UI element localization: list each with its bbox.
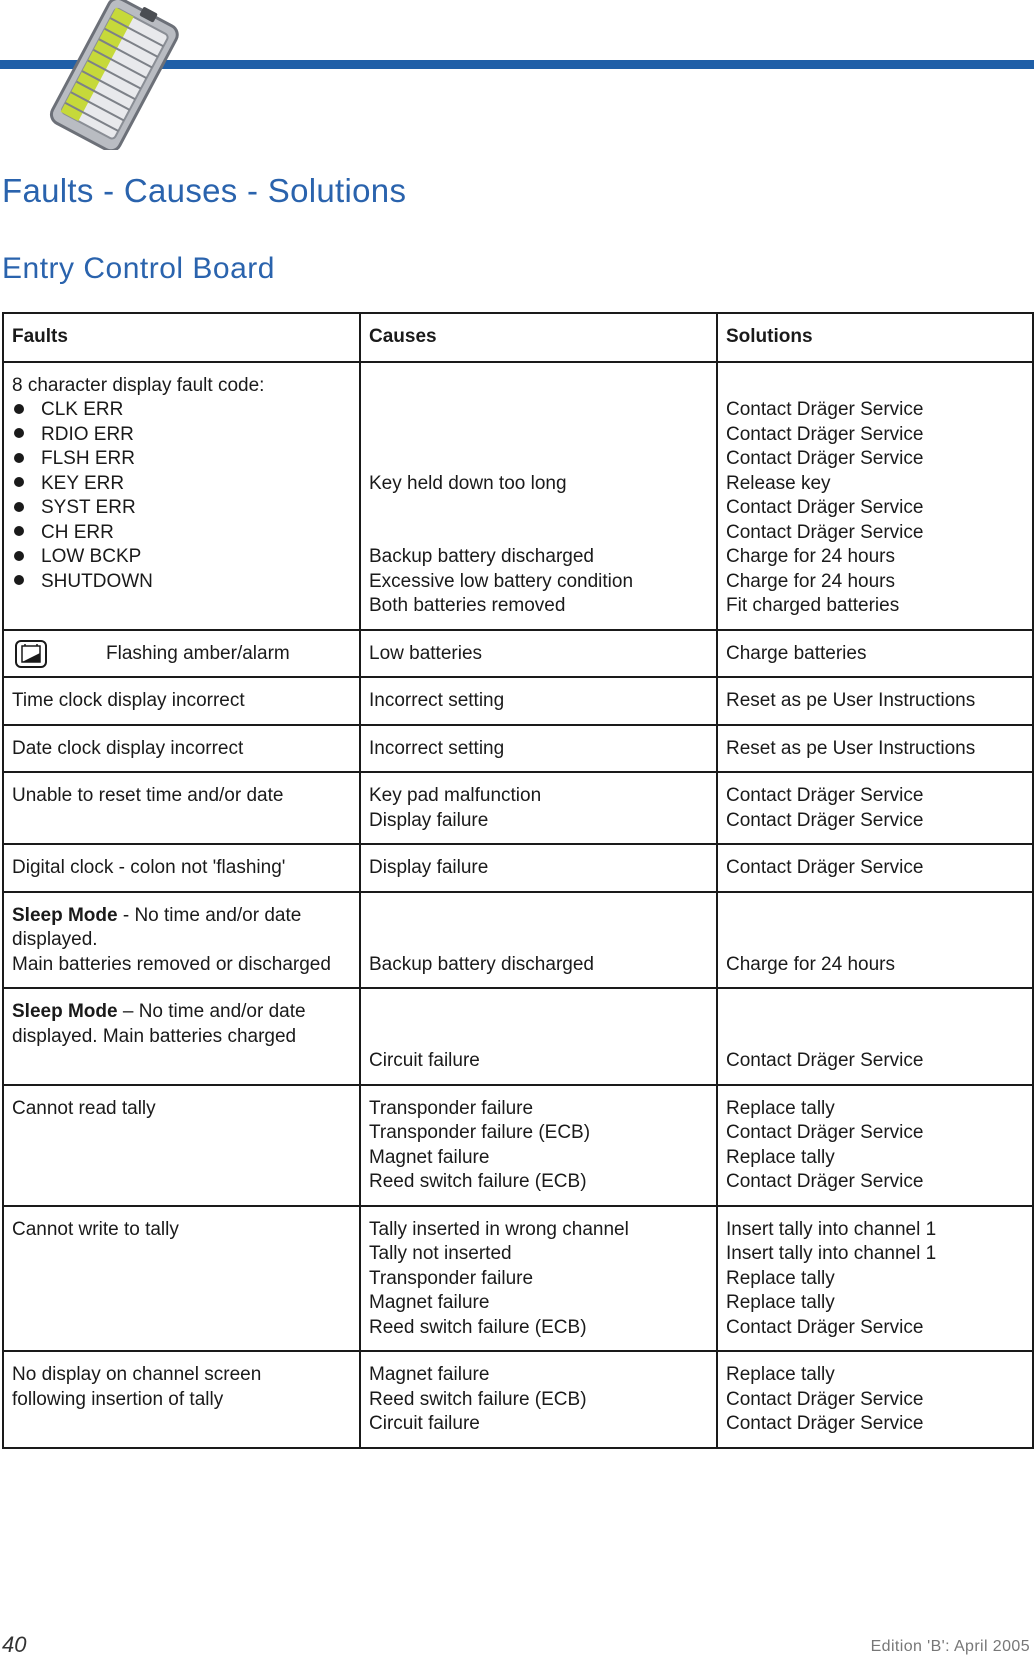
solution-cell: Contact Dräger Service <box>717 844 1033 892</box>
fault-text: displayed. Main batteries charged <box>12 1025 297 1047</box>
key-cabinet-device-icon <box>38 0 188 150</box>
bullet-icon <box>14 404 24 414</box>
fault-text: - No time and/or date <box>117 904 302 926</box>
cause-text: Transponder failure (ECB) <box>369 1122 591 1143</box>
bullet-icon <box>14 551 24 561</box>
bullet-icon <box>14 453 24 463</box>
solution-cell <box>717 1351 1033 1448</box>
table-row <box>3 725 1033 773</box>
fault-text: No display on channel screen <box>12 1364 262 1385</box>
solution-cell: Contact Dräger Service <box>717 988 1033 1085</box>
bullet-icon <box>14 526 24 536</box>
solution-text: Charge for 24 hours <box>726 546 895 567</box>
solution-cell: Reset as pe User Instructions <box>717 725 1033 773</box>
bullet-icon <box>14 477 24 487</box>
cause-text: Transponder failure <box>369 1097 534 1119</box>
solutions-header: Solutions <box>717 313 1033 362</box>
fault-cell: Date clock display incorrect <box>3 725 360 773</box>
solution-text: Replace tally <box>726 1364 835 1385</box>
fault-cell: Unable to reset time and/or date <box>3 772 360 844</box>
solution-text: Charge for 24 hours <box>726 570 895 592</box>
solution-text: Contact Dräger Service <box>726 1413 924 1434</box>
solution-text: Insert tally into channel 1 <box>726 1218 937 1240</box>
solution-text: Contact Dräger Service <box>726 497 924 518</box>
solution-text: Contact Dräger Service <box>726 1171 924 1192</box>
cause-text <box>369 521 709 546</box>
sleep-mode-label: Sleep Mode <box>12 1001 118 1022</box>
fault-cell <box>3 362 360 630</box>
fault-text: – No time and/or date <box>117 1001 306 1022</box>
fault-text: following insertion of tally <box>12 1388 224 1410</box>
bullet-icon <box>14 575 24 585</box>
cause-text: Both batteries removed <box>369 595 566 616</box>
cause-text: Magnet failure <box>369 1364 490 1385</box>
table-row <box>3 1351 1033 1448</box>
solution-text: Contact Dräger Service <box>726 1388 924 1410</box>
solution-text: Contact Dräger Service <box>726 448 924 469</box>
cause-text: Magnet failure <box>369 1292 490 1313</box>
bullet-icon <box>14 428 24 438</box>
bullet-icon <box>14 502 24 512</box>
cause-text: Key pad malfunction <box>369 785 542 806</box>
table-row <box>3 772 1033 844</box>
solution-text: Contact Dräger Service <box>726 785 924 806</box>
cause-text <box>369 447 709 472</box>
solution-text: Contact Dräger Service <box>726 423 924 445</box>
fault-text: Main batteries removed or discharged <box>12 953 331 975</box>
fault-cell <box>3 1351 360 1448</box>
table-row <box>3 630 1033 678</box>
fault-cell <box>3 988 360 1085</box>
cause-cell <box>360 1351 717 1448</box>
fault-cell: Cannot write to tally <box>3 1206 360 1352</box>
solution-text: Contact Dräger Service <box>726 521 924 543</box>
cause-text <box>369 398 709 423</box>
table-row <box>3 988 1033 1085</box>
cause-text: Excessive low battery condition <box>369 570 634 592</box>
faults-table <box>2 312 1034 1449</box>
cause-cell <box>360 772 717 844</box>
fault-intro: 8 character display fault code: <box>12 374 265 396</box>
solution-text: Contact Dräger Service <box>726 1122 924 1143</box>
cause-cell <box>360 1206 717 1352</box>
solution-text: Replace tally <box>726 1292 835 1313</box>
solution-text: Insert tally into channel 1 <box>726 1243 937 1264</box>
fault-cell <box>3 892 360 989</box>
cause-text: Tally not inserted <box>369 1243 512 1264</box>
solution-text: Fit charged batteries <box>726 595 900 616</box>
fault-text: displayed. <box>12 929 98 950</box>
fault-code: FLSH ERR <box>41 448 135 469</box>
cause-text: Display failure <box>369 809 489 831</box>
cause-text: Reed switch failure (ECB) <box>369 1388 587 1410</box>
table-header-row <box>3 313 1033 362</box>
solution-cell: Charge batteries <box>717 630 1033 678</box>
solution-text: Replace tally <box>726 1146 835 1168</box>
cause-text <box>369 423 709 448</box>
table-row <box>3 677 1033 725</box>
faults-header: Faults <box>3 313 360 362</box>
cause-cell <box>360 1085 717 1206</box>
cause-text: Magnet failure <box>369 1146 490 1168</box>
cause-text: Transponder failure <box>369 1267 534 1289</box>
solution-text: Contact Dräger Service <box>726 1316 924 1338</box>
cause-cell: Incorrect setting <box>360 677 717 725</box>
cause-text <box>369 496 709 521</box>
fault-code: LOW BCKP <box>41 546 142 567</box>
cause-text: Key held down too long <box>369 472 567 494</box>
fault-code: SYST ERR <box>41 497 136 518</box>
cause-cell: Incorrect setting <box>360 725 717 773</box>
page-number: 40 <box>2 1632 27 1657</box>
causes-header: Causes <box>360 313 717 362</box>
section-title: Entry Control Board <box>2 252 275 285</box>
fault-code: SHUTDOWN <box>41 570 153 592</box>
cause-cell <box>360 362 717 630</box>
fault-code: CLK ERR <box>41 399 124 420</box>
table-row <box>3 892 1033 989</box>
solution-cell: Charge for 24 hours <box>717 892 1033 989</box>
solution-cell: Reset as pe User Instructions <box>717 677 1033 725</box>
fault-code: RDIO ERR <box>41 423 134 445</box>
cause-cell: Backup battery discharged <box>360 892 717 989</box>
solution-cell <box>717 362 1033 630</box>
solution-text: Replace tally <box>726 1267 835 1289</box>
solution-text: Contact Dräger Service <box>726 399 924 420</box>
solution-cell <box>717 1206 1033 1352</box>
fault-cell: Cannot read tally <box>3 1085 360 1206</box>
solution-text: Contact Dräger Service <box>726 809 924 831</box>
fault-code: CH ERR <box>41 521 114 543</box>
solution-cell <box>717 1085 1033 1206</box>
solution-cell <box>717 772 1033 844</box>
fault-text: Flashing amber/alarm <box>106 642 290 664</box>
page-title: Faults - Causes - Solutions <box>2 172 407 209</box>
fault-cell: Digital clock - colon not 'flashing' <box>3 844 360 892</box>
cause-text: Tally inserted in wrong channel <box>369 1218 629 1240</box>
cause-text: Reed switch failure (ECB) <box>369 1171 587 1192</box>
fault-cell: Time clock display incorrect <box>3 677 360 725</box>
cause-cell: Low batteries <box>360 630 717 678</box>
fault-cell <box>3 630 360 678</box>
cause-text: Reed switch failure (ECB) <box>369 1316 587 1338</box>
table-row <box>3 1206 1033 1352</box>
edition-label: Edition 'B': April 2005 <box>870 1638 1030 1655</box>
cause-text: Circuit failure <box>369 1413 480 1434</box>
sleep-mode-label: Sleep Mode <box>12 904 118 926</box>
low-battery-icon <box>14 637 48 671</box>
solution-text: Release key <box>726 472 831 494</box>
table-row <box>3 1085 1033 1206</box>
cause-cell: Circuit failure <box>360 988 717 1085</box>
cause-cell: Display failure <box>360 844 717 892</box>
fault-code: KEY ERR <box>41 472 125 494</box>
cause-text: Backup battery discharged <box>369 546 594 567</box>
solution-text: Replace tally <box>726 1097 835 1119</box>
table-row <box>3 362 1033 630</box>
table-row <box>3 844 1033 892</box>
